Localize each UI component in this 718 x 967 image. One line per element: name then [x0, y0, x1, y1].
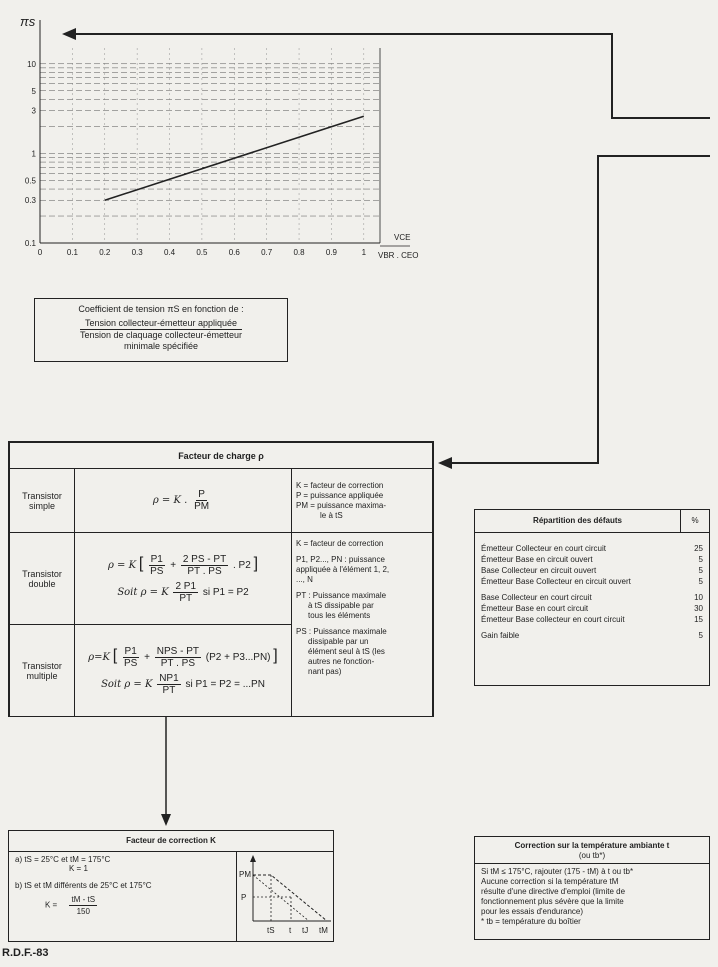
voltage-coefficient-chart: [0, 0, 718, 270]
formula-double: ρ = K [ $\frac{P1}{PS}$ + $\frac{2 PS - PT}{PT . PS}$ . P2 ] Soit ρ = K $\frac{2 P1}{PT}$ si P1 = P2: [75, 533, 292, 625]
caption-numerator: Tension collecteur-émetteur appliquée: [80, 317, 242, 330]
defect-label: Émetteur Base en court circuit: [481, 604, 589, 613]
arrow-head-load-table: [438, 457, 452, 469]
case-b-line1: b) tS et tM différents de 25°C et 175°C: [15, 881, 152, 890]
case-a-line2: K = 1: [69, 864, 88, 873]
case-a-line1: a) tS = 25°C et tM = 175°C: [15, 855, 111, 864]
arrow-head-correction: [161, 814, 171, 826]
defect-row: [481, 565, 703, 576]
y-tick-labels: [25, 60, 37, 248]
defect-label: Gain faible: [481, 631, 520, 640]
defect-label: Émetteur Base Collecteur en circuit ouvert: [481, 577, 631, 586]
graph-label-tm: tM: [319, 926, 328, 935]
defects-rows: [475, 533, 709, 641]
correction-factor-title: Facteur de correction K: [9, 831, 333, 852]
chart-caption: [34, 298, 288, 362]
caption-line1: Coefficient de tension πS en fonction de :: [78, 304, 244, 314]
temperature-box: [474, 836, 710, 940]
x-tick-label: 1: [361, 248, 367, 257]
x-tick-label: 0.9: [325, 248, 337, 257]
defect-label: Émetteur Base en circuit ouvert: [481, 555, 593, 564]
footer-reference: R.D.F.-83: [2, 947, 49, 959]
defect-label: Base Collecteur en circuit ouvert: [481, 566, 597, 575]
defect-row: [481, 576, 703, 587]
defect-percent: 30: [694, 604, 703, 613]
x-tick-labels: [38, 248, 367, 257]
defects-header-pct: %: [691, 516, 699, 525]
row-label-double: Transistor double: [10, 533, 75, 625]
arrow-head-chart: [62, 28, 76, 40]
row-label-multiple: Transistor multiple: [10, 625, 75, 717]
chart-grid: [40, 48, 380, 243]
x-tick-label: 0.3: [131, 248, 143, 257]
graph-label-tj: tJ: [302, 926, 309, 935]
graph-label-ts: tS: [267, 926, 275, 935]
x-tick-label: 0.2: [99, 248, 111, 257]
defect-percent: 25: [694, 544, 703, 553]
x-tick-label: 0.8: [293, 248, 305, 257]
defect-percent: 5: [698, 577, 703, 586]
graph-label-pm: PM: [239, 870, 251, 879]
caption-denominator-1: Tension de claquage collecteur-émetteur: [79, 330, 243, 340]
defects-header-label: Répartition des défauts: [475, 510, 681, 532]
y-tick-label: 10: [27, 59, 36, 69]
y-axis-label: πs: [20, 14, 36, 29]
y-tick-label: 0.3: [24, 196, 36, 206]
row-label-simple: Transistor simple: [10, 469, 75, 533]
notes-double-multiple: K = facteur de correction P1, P2..., PN : puissance appliquée à l'élément 1, 2, ..., N PT : Puissance maximale à tS dissipable par tous les éléments PS : Puissance maximale dissipable par un élément seul à tS (les autres ne fonction- nant pas): [292, 533, 433, 717]
x-tick-label: 0: [37, 248, 43, 257]
defect-percent: 10: [694, 593, 703, 602]
temperature-subtitle: (ou tb*): [475, 851, 709, 864]
y-tick-label: 0.5: [24, 176, 36, 186]
x-tick-label: 0.6: [228, 248, 240, 257]
defect-row: [481, 614, 703, 625]
temperature-line-5: pour les essais d'endurance): [481, 907, 584, 916]
correction-graph: [239, 853, 333, 941]
temperature-line-3: résulte d'une directive d'emploi (limite de: [481, 887, 626, 896]
y-tick-label: 0.1: [24, 239, 36, 248]
defects-table: [474, 509, 710, 686]
load-factor-title: Facteur de charge ρ: [10, 443, 433, 469]
defect-row: [481, 603, 703, 614]
defect-percent: 5: [698, 555, 703, 564]
defect-percent: 5: [698, 631, 703, 640]
temperature-line-2: Aucune correction si la température tM: [481, 877, 619, 886]
temperature-line-1: Si tM ≤ 175°C, rajouter (175 - tM) à t ou tb*: [481, 867, 634, 876]
temperature-line-4: fonctionnement plus sévère que la limite: [481, 897, 624, 906]
defect-row: [481, 543, 703, 554]
y-tick-label: 5: [31, 86, 36, 96]
defect-row: [481, 630, 703, 641]
defect-row: [481, 592, 703, 603]
x-axis-label-bottom: VBR . CEO: [378, 251, 419, 260]
defect-percent: 5: [698, 566, 703, 575]
graph-label-p: P: [241, 893, 247, 902]
defect-label: Émetteur Base collecteur en court circuit: [481, 615, 625, 624]
x-axis-label-top: VCE: [394, 233, 411, 242]
correction-formulas: [9, 851, 237, 941]
load-factor-table: [8, 441, 434, 717]
defect-row: [481, 554, 703, 565]
formula-simple: ρ = K . $\frac{P}{PM}$: [75, 469, 292, 533]
y-tick-label: 1: [31, 149, 36, 159]
defect-label: Émetteur Collecteur en court circuit: [481, 544, 606, 553]
case-b-formula: K = $\frac{tM - tS}{150}$: [45, 895, 96, 916]
y-tick-label: 3: [31, 106, 36, 116]
x-tick-label: 0.7: [261, 248, 273, 257]
x-tick-label: 0.4: [163, 248, 176, 257]
temperature-title: Correction sur la température ambiante t: [514, 841, 670, 850]
chart-axes: [40, 20, 380, 243]
caption-denominator-2: minimale spécifiée: [123, 341, 198, 351]
correction-factor-box: [8, 830, 334, 942]
arrow-line-to-chart: [68, 34, 710, 118]
temperature-line-6: * tb = température du boîtier: [481, 917, 581, 926]
notes-simple: K = facteur de correction P = puissance appliquée PM = puissance maxima- le à tS: [292, 469, 433, 533]
defect-percent: 15: [694, 615, 703, 624]
x-tick-label: 0.1: [66, 248, 78, 257]
graph-label-t: t: [289, 926, 292, 935]
x-tick-label: 0.5: [196, 248, 208, 257]
formula-multiple: ρ=K [ $\frac{P1}{PS}$ + $\frac{\text{NPS - PT}}{PT . PS}$ (P2 + P3...PN) ] Soit ρ = K $\frac{NP1}{PT}$ si P1 = P2 = ...PN: [75, 625, 292, 717]
defect-label: Base Collecteur en court circuit: [481, 593, 592, 602]
